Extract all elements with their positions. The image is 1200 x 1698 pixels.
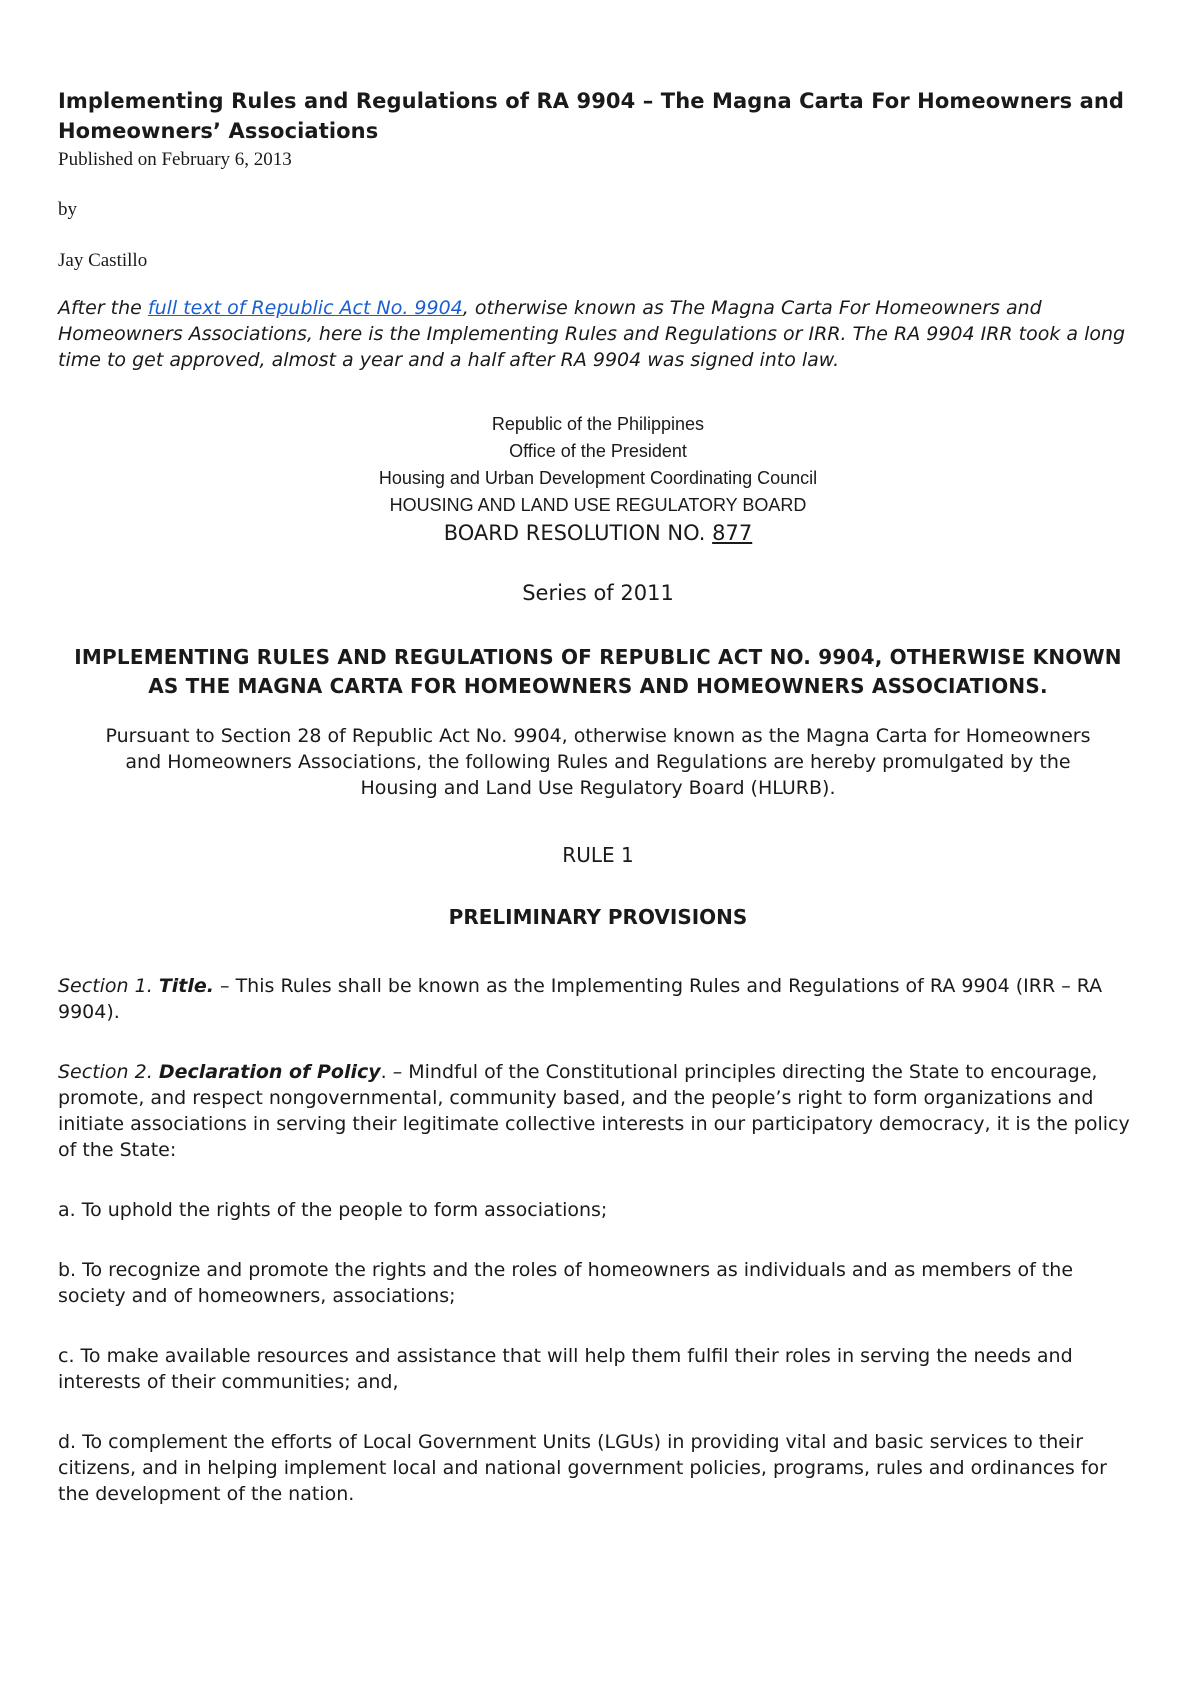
- header-council: Housing and Urban Development Coordinating Council: [378, 468, 818, 488]
- policy-item-a: a. To uphold the rights of the people to form associations;: [58, 1199, 608, 1221]
- byline-by: by: [58, 199, 77, 220]
- policy-item-c: c. To make available resources and assistance that will help them fulfil their roles in serving the needs and interests of their communities; and,: [58, 1345, 1073, 1393]
- section-1-text: – This Rules shall be known as the Implementing Rules and Regulations of RA 9904 (IRR – RA 9904).: [58, 975, 1103, 1023]
- section-2: [58, 1059, 1138, 1163]
- policy-item-b: b. To recognize and promote the rights and the roles of homeowners as individuals and as members of the society and of homeowners, associations;: [58, 1259, 1074, 1307]
- section-1-heading: Title.: [158, 975, 214, 997]
- resolution-header: [58, 411, 1138, 519]
- pursuant-paragraph: Pursuant to Section 28 of Republic Act No. 9904, otherwise known as the Magna Carta for Homeowners and Homeowners Associations, the following Rules and Regulations are hereby promulgated by the Housing and Land Use Regulatory Board (HLURB).: [105, 725, 1091, 799]
- series-year: Series of 2011: [522, 581, 674, 605]
- section-1-label: Section 1.: [58, 975, 159, 997]
- intro-paragraph: [58, 295, 1138, 373]
- header-office: Office of the President: [509, 441, 687, 461]
- resolution-prefix: BOARD RESOLUTION NO.: [443, 521, 713, 545]
- article-title: Implementing Rules and Regulations of RA 9904 – The Magna Carta For Homeowners and Homeowners’ Associations: [58, 89, 1125, 143]
- header-republic: Republic of the Philippines: [491, 414, 705, 434]
- author-name: Jay Castillo: [58, 250, 148, 271]
- rule-name: PRELIMINARY PROVISIONS: [448, 905, 748, 929]
- header-board: HOUSING AND LAND USE REGULATORY BOARD: [389, 495, 807, 515]
- irr-title: IMPLEMENTING RULES AND REGULATIONS OF REPUBLIC ACT NO. 9904, OTHERWISE KNOWN AS THE MAGNA CARTA FOR HOMEOWNERS AND HOMEOWNERS ASSOCIATIONS.: [74, 645, 1122, 698]
- section-2-heading: Declaration of Policy: [158, 1061, 381, 1083]
- board-resolution: [58, 519, 1138, 547]
- section-2-label: Section 2.: [58, 1061, 159, 1083]
- document-page: [58, 86, 1138, 1507]
- publish-date: Published on February 6, 2013: [58, 149, 292, 170]
- resolution-number: 877: [712, 521, 753, 545]
- section-2-text: . – Mindful of the Constitutional principles directing the State to encourage, promote, and respect nongovernmental, community based, and the people’s right to form organizations and initiate associations in serving their legitimate collective interests in our participatory democracy, it is the policy of the State:: [58, 1061, 1130, 1161]
- intro-after-link: , otherwise known as The Magna Carta For Homeowners and Homeowners Associations, here is the Implementing Rules and Regulations or IRR. The RA 9904 IRR took a long time to get approved, almost a year and a half after RA 9904 was signed into law.: [58, 297, 1126, 371]
- ra-9904-full-text-link[interactable]: full text of Republic Act No. 9904: [147, 297, 463, 319]
- intro-before-link: After the: [58, 297, 148, 319]
- rule-number: RULE 1: [562, 843, 634, 867]
- section-1: [58, 973, 1138, 1025]
- policy-item-d: d. To complement the efforts of Local Government Units (LGUs) in providing vital and basic services to their citizens, and in helping implement local and national government policies, programs, rules and ordinances for the development of the nation.: [58, 1431, 1107, 1505]
